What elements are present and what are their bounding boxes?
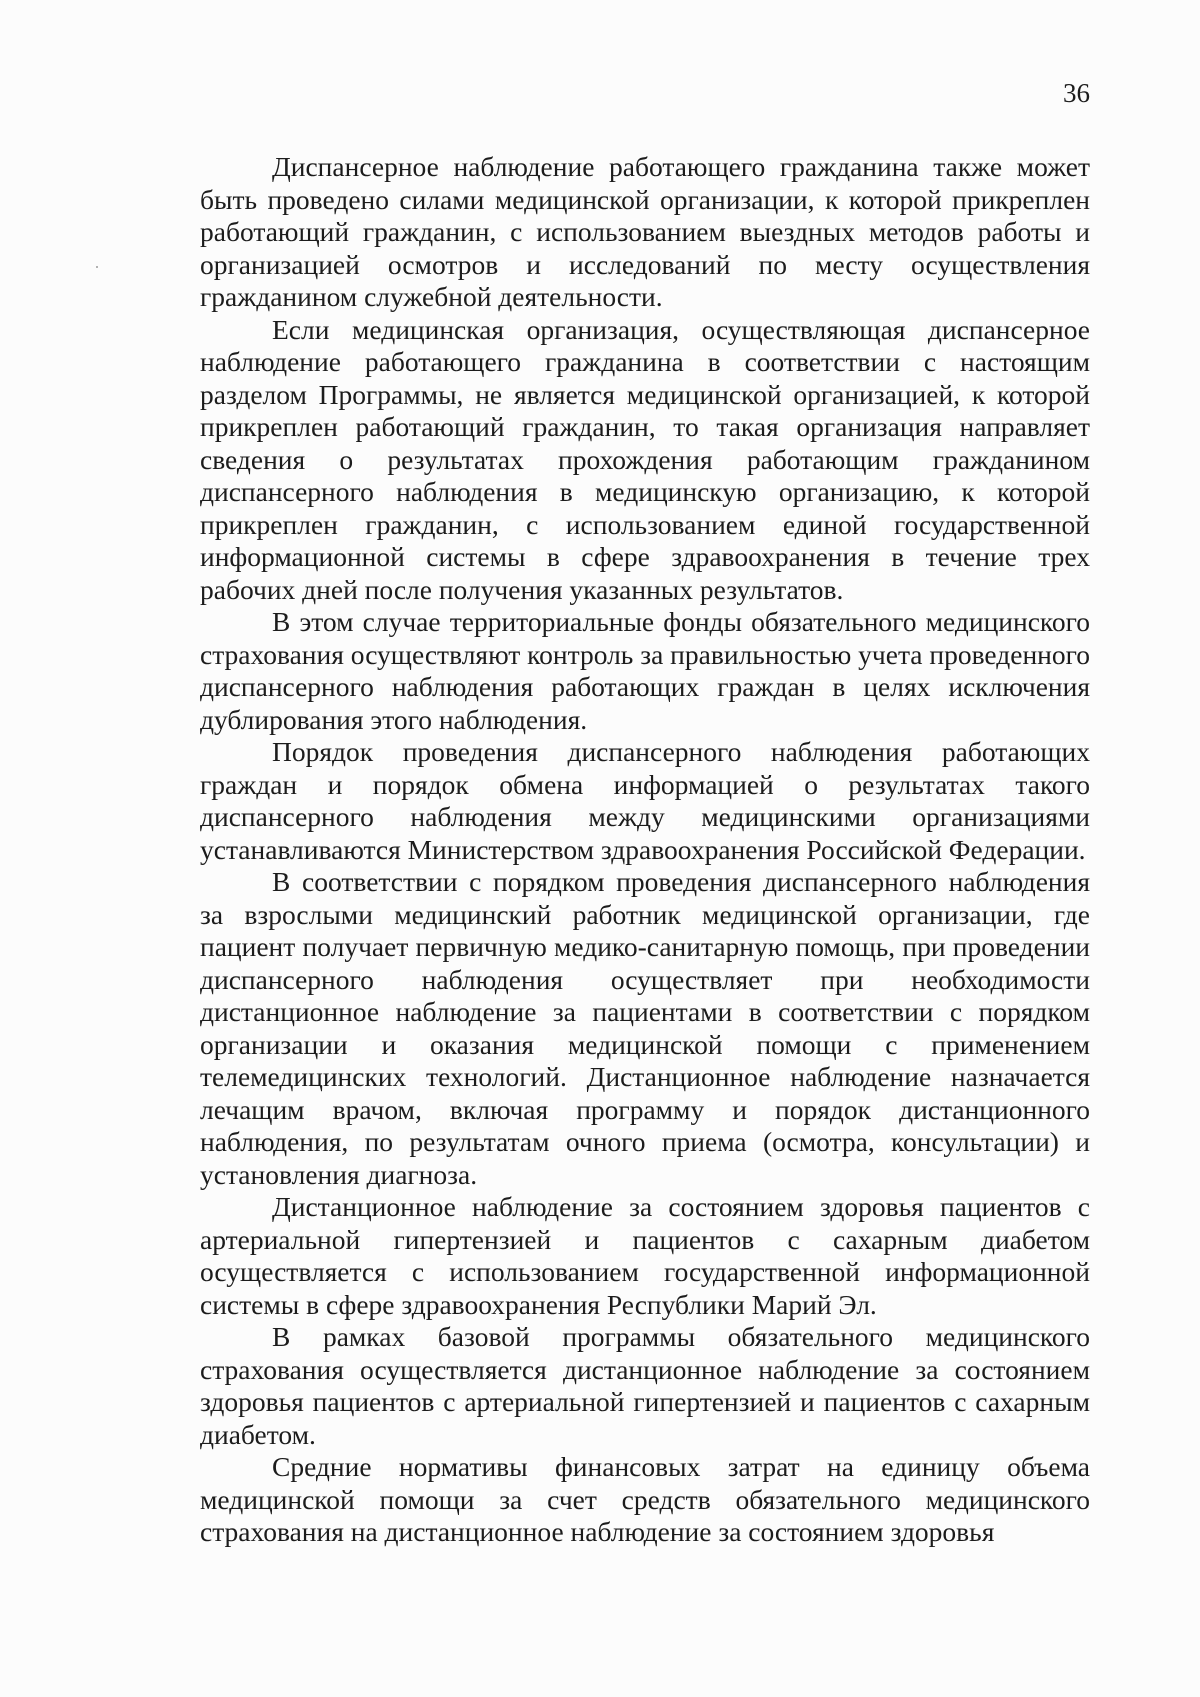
document-body (200, 151, 1090, 1549)
paragraph-5: В соответствии с порядком проведения диспансерного наблюдения за взрослыми медицинский работник медицинской организации, где пациент получает первичную медико-санитарную помощь, при проведении диспансерного наблюдения осуществляет при необходимости дистанционное наблюдение за пациентами в соответствии с порядком организации и оказания медицинской помощи с применением телемедицинских технологий. Дистанционное наблюдение назначается лечащим врачом, включая программу и порядок дистанционного наблюдения, по результатам очного приема (осмотра, консультации) и установления диагноза. (200, 866, 1090, 1190)
paragraph-2: Если медицинская организация, осуществляющая диспансерное наблюдение работающего гражданина в соответствии с настоящим разделом Программы, не является медицинской организацией, к которой прикреплен работающий гражданин, то такая организация направляет сведения о результатах прохождения работающим гражданином диспансерного наблюдения в медицинскую организацию, к которой прикреплен гражданин, с использованием единой государственной информационной системы в сфере здравоохранения в течение трех рабочих дней после получения указанных результатов. (200, 313, 1090, 605)
paragraph-3: В этом случае территориальные фонды обязательного медицинского страхования осуществляют контроль за правильностью учета проведенного диспансерного наблюдения работающих граждан в целях исключения дублирования этого наблюдения. (200, 606, 1090, 735)
paragraph-7: В рамках базовой программы обязательного медицинского страхования осуществляется дистанционное наблюдение за состоянием здоровья пациентов с артериальной гипертензией и пациентов с сахарным диабетом. (200, 1321, 1090, 1450)
paragraph-8: Средние нормативы финансовых затрат на единицу объема медицинской помощи за счет средств обязательного медицинского страхования на дистанционное наблюдение за состоянием здоровья (200, 1451, 1090, 1547)
page-number: 36 (1063, 78, 1090, 108)
paragraph-1: Диспансерное наблюдение работающего гражданина также может быть проведено силами медицинской организации, к которой прикреплен работающий гражданин, с использованием выездных методов работы и организацией осмотров и исследований по месту осуществления гражданином служебной деятельности. (200, 151, 1090, 312)
scan-speck (96, 266, 98, 268)
paragraph-4: Порядок проведения диспансерного наблюдения работающих граждан и порядок обмена информацией о результатах такого диспансерного наблюдения между медицинскими организациями устанавливаются Министерством здравоохранения Российской Федерации. (200, 736, 1090, 865)
paragraph-6: Дистанционное наблюдение за состоянием здоровья пациентов с артериальной гипертензией и пациентов с сахарным диабетом осуществляется с использованием государственной информационной системы в сфере здравоохранения Республики Марий Эл. (200, 1191, 1090, 1320)
